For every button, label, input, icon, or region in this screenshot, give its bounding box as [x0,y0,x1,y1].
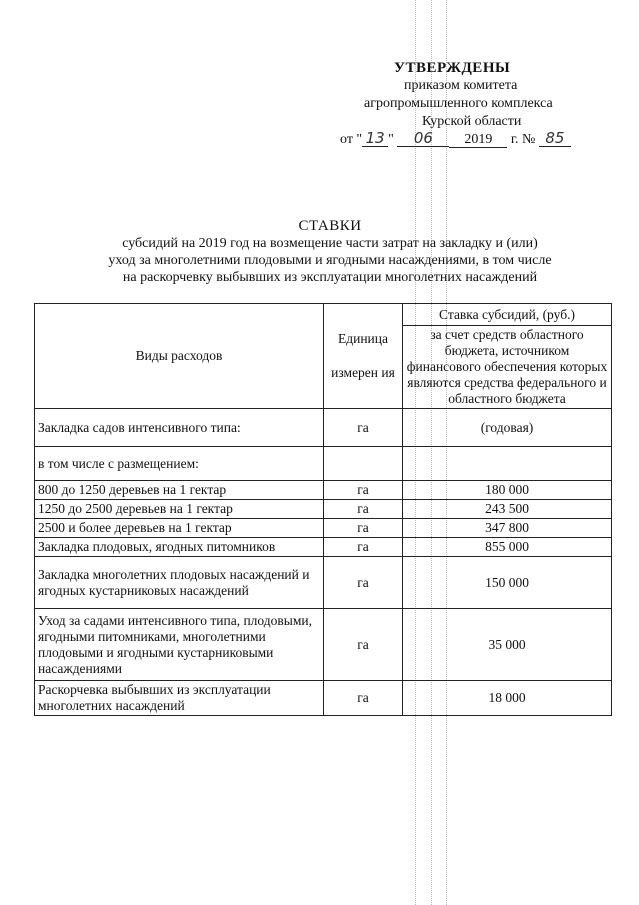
row-unit: га [324,409,403,447]
table-row [35,500,612,519]
date-day: 13 [362,131,388,147]
header-unit [324,304,403,409]
row-rate: 347 800 [403,519,612,538]
row-expense: в том числе с размещением: [35,447,324,481]
row-rate: 150 000 [403,557,612,609]
row-unit: га [324,681,403,716]
row-rate: 35 000 [403,609,612,681]
row-rate: 855 000 [403,538,612,557]
row-unit: га [324,519,403,538]
row-unit: га [324,481,403,500]
row-expense: Закладка садов интенсивного типа: [35,409,324,447]
header-expense-type: Виды расходов [35,304,324,409]
subsidy-rates-table [34,303,612,716]
row-unit: га [324,538,403,557]
row-expense: Закладка многолетних плодовых насаждений и ягодных кустарниковых насаждений [35,557,324,609]
row-unit: га [324,609,403,681]
date-year: 2019 [449,132,507,148]
table-row [35,481,612,500]
date-month: 06 [397,131,449,147]
header-rate: Ставка субсидий, (руб.) [403,304,612,326]
date-mid: " [388,132,398,147]
table-row [35,557,612,609]
row-rate: 180 000 [403,481,612,500]
row-unit [324,447,403,481]
document-title: СТАВКИ [298,218,362,234]
table-row [35,447,612,481]
heading-line: субсидий на 2019 год на возмещение части затрат на закладку и (или) [122,236,538,251]
row-unit: га [324,557,403,609]
approval-line: Курской области [422,114,522,129]
table-row [35,609,612,681]
approval-stamp-block [300,59,600,149]
row-expense: Закладка плодовых, ягодных питомников [35,538,324,557]
heading-line: на раскорчевку выбывших из эксплуатации многолетних насаждений [122,270,538,285]
approval-date-line [300,131,600,149]
row-rate: 243 500 [403,500,612,519]
document-heading [60,218,600,286]
row-expense: Уход за садами интенсивного типа, плодовыми, ягодными питомниками, многолетними плодовыми и ягодными кустарниковыми насаждениями [35,609,324,681]
table-header-row [35,304,612,326]
table-row [35,409,612,447]
row-rate: (годовая) [403,409,612,447]
table-row [35,681,612,716]
header-unit-bottom: измерен ия [331,365,395,380]
row-expense: 1250 до 2500 деревьев на 1 гектар [35,500,324,519]
order-number-label: г. № [510,132,536,147]
header-unit-top: Единица [337,331,388,346]
order-number: 85 [539,131,571,147]
approval-line: приказом комитета [404,78,518,93]
row-rate [403,447,612,481]
row-expense: 800 до 1250 деревьев на 1 гектар [35,481,324,500]
row-rate: 18 000 [403,681,612,716]
row-unit: га [324,500,403,519]
table-row [35,519,612,538]
header-rate-source: за счет средств областного бюджета, источником финансового обеспечения которых являются средства федерального и областного бюджета [403,326,612,409]
approval-line: агропромышленного комплекса [364,96,553,111]
approval-title: УТВЕРЖДЕНЫ [394,60,511,76]
table-row [35,538,612,557]
row-expense: 2500 и более деревьев на 1 гектар [35,519,324,538]
date-prefix: от " [340,132,363,147]
row-expense: Раскорчевка выбывших из эксплуатации многолетних насаждений [35,681,324,716]
heading-line: уход за многолетними плодовыми и ягодными насаждениями, в том числе [108,253,552,268]
